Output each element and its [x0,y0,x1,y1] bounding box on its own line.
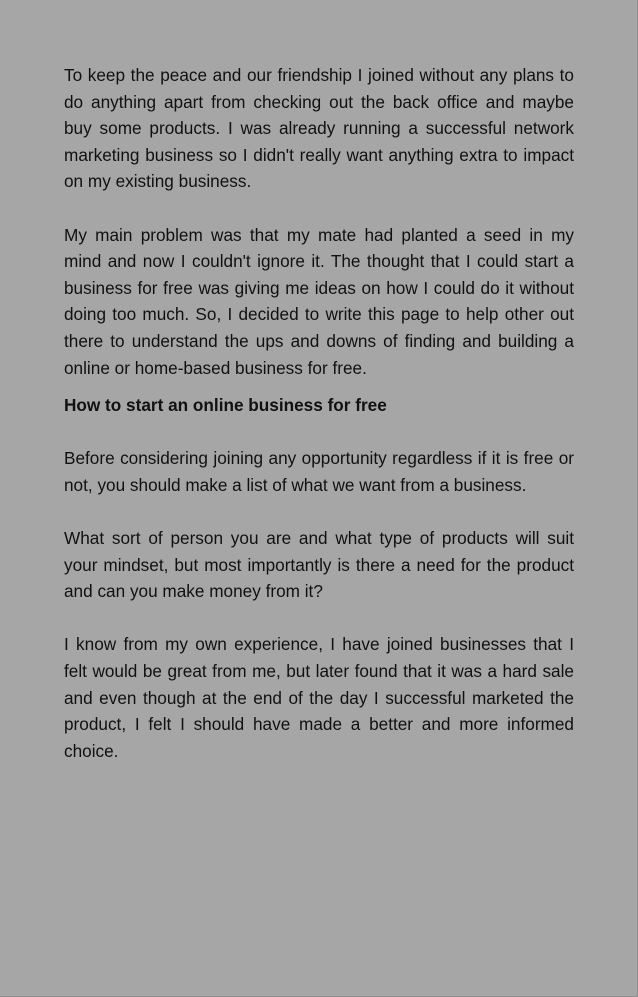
paragraph-joined-without-plans: To keep the peace and our friendship I joined without any plans to do anything apart from checking out the back office and maybe buy some products. I was already running a successful network marketing business so I didn't really want anything extra to impact on my existing business. [64,65,574,192]
paragraph-what-sort-of-person: What sort of person you are and what type of products will suit your mindset, but most importantly is there a need for the product and can you make money from it? [64,528,574,602]
paragraph-own-experience: I know from my own experience, I have joined businesses that I felt would be great from me, but later found that it was a hard sale and even though at the end of the day I successful marketed the product, I felt I should have made a better and more informed choice. [64,634,574,761]
section-heading: How to start an online business for free [64,395,387,416]
paragraph-main-problem: My main problem was that my mate had planted a seed in my mind and now I couldn't ignore it. The thought that I could start a business for free was giving me ideas on how I could do it without doing too much. So, I decided to write this page to help other out there to understand the ups and downs of finding and building a online or home-based business for free. [64,224,574,378]
paragraph-before-joining: Before considering joining any opportunity regardless if it is free or not, you should make a list of what we want from a business. [64,448,574,495]
page-content [64,62,574,764]
